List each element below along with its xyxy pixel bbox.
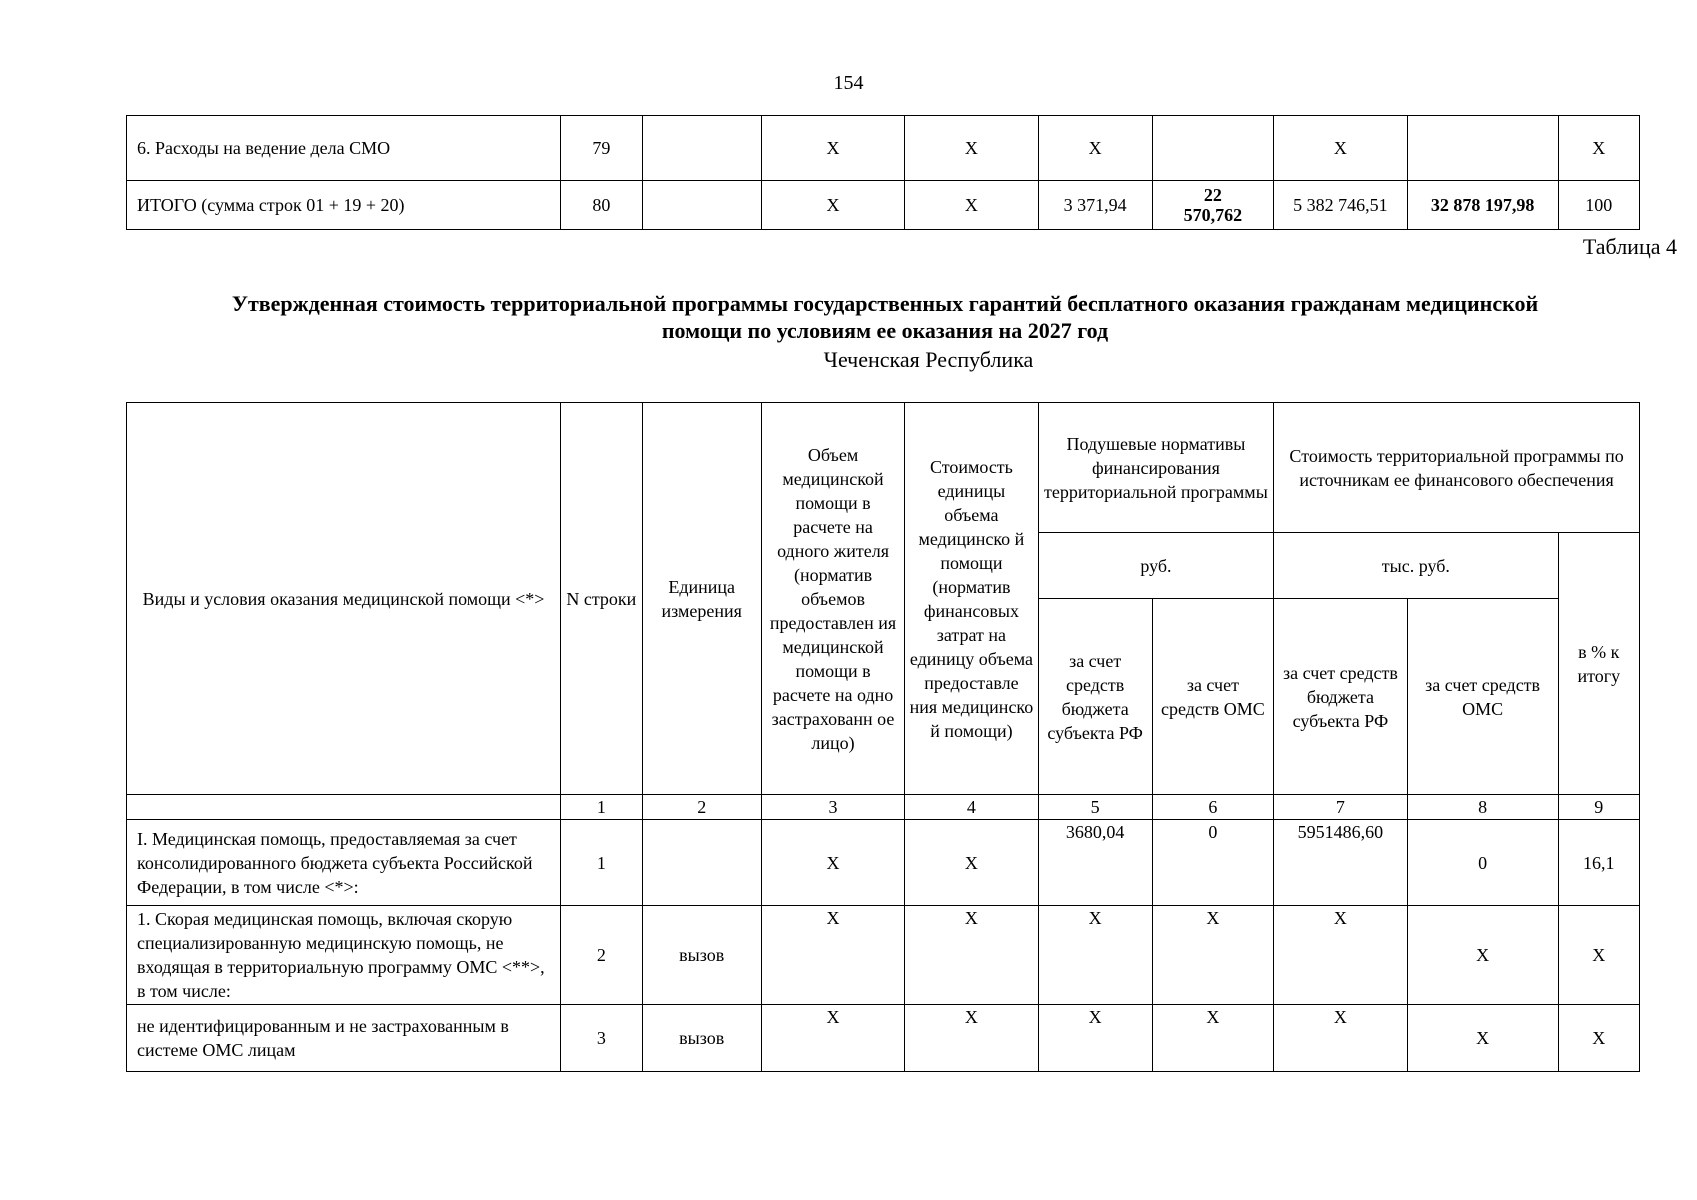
row-number: 2	[561, 906, 642, 1005]
cell-col3: X	[761, 820, 904, 906]
cell-col3: X	[761, 906, 904, 1005]
cell-col9: X	[1558, 116, 1639, 181]
cell-col4: X	[905, 116, 1039, 181]
row-name: ИТОГО (сумма строк 01 + 19 + 20)	[127, 181, 561, 230]
cell-col8: 0	[1407, 820, 1558, 906]
cell-col9: X	[1558, 906, 1639, 1005]
cell-col7: X	[1274, 1005, 1408, 1072]
cell-col6: X	[1152, 1005, 1274, 1072]
total-row	[127, 181, 1640, 230]
row-number: 1	[561, 820, 642, 906]
cell-col6	[1152, 116, 1274, 181]
cell-unit: вызов	[642, 1005, 761, 1072]
cell-col5: 3680,04	[1038, 820, 1152, 906]
table-row	[127, 116, 1640, 181]
row-name: 6. Расходы на ведение дела СМО	[127, 116, 561, 181]
cell-col4: X	[905, 181, 1039, 230]
cell-col7: 5951486,60	[1274, 820, 1408, 906]
cell-unit: вызов	[642, 906, 761, 1005]
column-number: 7	[1274, 795, 1408, 820]
row-number: 80	[561, 181, 642, 230]
row-name: не идентифицированным и не застрахованным в системе ОМС лицам	[127, 1005, 561, 1072]
cell-col6: X	[1152, 906, 1274, 1005]
cell-col8: X	[1407, 1005, 1558, 1072]
header-types: Виды и условия оказания медицинской помощи <*>	[127, 403, 561, 795]
cell-col3: X	[761, 181, 904, 230]
column-number: 6	[1152, 795, 1274, 820]
cell-col5: X	[1038, 116, 1152, 181]
cell-unit	[642, 820, 761, 906]
cell-col5: X	[1038, 906, 1152, 1005]
header-unit: Единица измерения	[642, 403, 761, 795]
document-title	[140, 290, 1630, 344]
header-row	[127, 403, 1640, 533]
page-number: 154	[833, 72, 864, 94]
column-number: 2	[642, 795, 761, 820]
cell-col6-line1: 22	[1203, 185, 1222, 205]
cell-col5: X	[1038, 1005, 1152, 1072]
cell-col7: 5 382 746,51	[1274, 181, 1408, 230]
top-table	[126, 115, 1640, 230]
cell-col9: 16,1	[1558, 820, 1639, 906]
header-per-capita: Подушевые нормативы финансирования территориальной программы	[1038, 403, 1274, 533]
cell-col8	[1407, 116, 1558, 181]
header-oms-rub: за счет средств ОМС	[1152, 599, 1274, 795]
cell-col9: X	[1558, 1005, 1639, 1072]
row-number: 3	[561, 1005, 642, 1072]
header-oms-thousand: за счет средств ОМС	[1407, 599, 1558, 795]
region-subtitle: Чеченская Республика	[823, 347, 1034, 372]
column-number: 4	[905, 795, 1039, 820]
header-program-cost: Стоимость территориальной программы по источникам ее финансового обеспечения	[1274, 403, 1640, 533]
table-label: Таблица 4	[1582, 234, 1677, 259]
column-number: 3	[761, 795, 904, 820]
main-table	[126, 402, 1640, 1072]
header-row-number: N строки	[561, 403, 642, 795]
column-number: 5	[1038, 795, 1152, 820]
header-volume: Объем медицинской помощи в расчете на одного жителя (норматив объемов предоставлен ия медицинской помощи в расчете на одно застрахованн ое лицо)	[761, 403, 904, 795]
header-percent: в % к итогу	[1558, 533, 1639, 795]
column-number: 9	[1558, 795, 1639, 820]
column-number	[127, 795, 561, 820]
cell-col9: 100	[1558, 181, 1639, 230]
header-budget-thousand: за счет средств бюджета субъекта РФ	[1274, 599, 1408, 795]
title-line-2: помощи по условиям ее оказания на 2027 год	[661, 318, 1109, 343]
cell-col8: 32 878 197,98	[1407, 181, 1558, 230]
cell-col8: X	[1407, 906, 1558, 1005]
table-row	[127, 906, 1640, 1005]
cell-col3: X	[761, 1005, 904, 1072]
cell-col7: X	[1274, 116, 1408, 181]
title-line-1: Утвержденная стоимость территориальной программы государственных гарантий бесплатного оказания гражданам медицинской	[231, 291, 1539, 316]
cell-col6-line2: 570,762	[1183, 205, 1243, 225]
table-row	[127, 1005, 1640, 1072]
header-unit-thousand: тыс. руб.	[1274, 533, 1558, 599]
row-number: 79	[561, 116, 642, 181]
column-numbers-row	[127, 795, 1640, 820]
header-unit-cost: Стоимость единицы объема медицинско й помощи (норматив финансовых затрат на единицу объема предоставле ния медицинско й помощи)	[905, 403, 1039, 795]
row-name: I. Медицинская помощь, предоставляемая за счет консолидированного бюджета субъекта Российской Федерации, в том числе <*>:	[127, 820, 561, 906]
table-row	[127, 820, 1640, 906]
cell-col4: X	[905, 820, 1039, 906]
cell-col6	[1152, 181, 1274, 230]
cell-col5: 3 371,94	[1038, 181, 1152, 230]
header-budget-rub: за счет средств бюджета субъекта РФ	[1038, 599, 1152, 795]
cell-unit	[642, 116, 761, 181]
cell-unit	[642, 181, 761, 230]
cell-col4: X	[905, 906, 1039, 1005]
column-number: 1	[561, 795, 642, 820]
header-unit-rub: руб.	[1038, 533, 1274, 599]
cell-col7: X	[1274, 906, 1408, 1005]
cell-col6: 0	[1152, 820, 1274, 906]
cell-col4: X	[905, 1005, 1039, 1072]
cell-col3: X	[761, 116, 904, 181]
column-number: 8	[1407, 795, 1558, 820]
row-name: 1. Скорая медицинская помощь, включая скорую специализированную медицинскую помощь, не входящая в территориальную программу ОМС <**>, в том числе:	[127, 906, 561, 1005]
